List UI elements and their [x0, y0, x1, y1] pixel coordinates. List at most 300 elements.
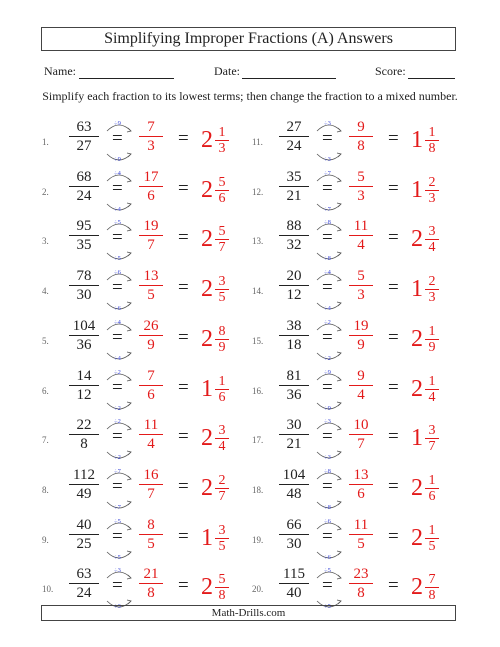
- whole-number: 1: [411, 176, 423, 203]
- divisor-top: ÷4: [114, 169, 121, 177]
- simplified-denominator: 3: [357, 187, 365, 204]
- denominator: 48: [286, 485, 302, 502]
- divisor-bottom: ÷6: [114, 305, 121, 313]
- equals-sign: =: [178, 177, 189, 199]
- mixed-numerator: 2: [428, 274, 436, 290]
- whole-number: 1: [411, 276, 423, 303]
- problem-14: [252, 267, 467, 317]
- problem-6: [42, 367, 257, 417]
- mixed-fraction: [425, 175, 439, 206]
- problem-number: 1.: [42, 137, 49, 147]
- simplified-fraction: [131, 118, 171, 155]
- numerator: 63: [76, 566, 92, 583]
- mixed-numerator: 3: [218, 423, 226, 439]
- divisor-top: ÷4: [324, 269, 331, 277]
- equals-sign: =: [322, 177, 333, 199]
- whole-number: 1: [201, 375, 213, 402]
- divisor-bottom: ÷3: [114, 603, 121, 611]
- whole-number: 2: [201, 226, 213, 253]
- simplified-numerator: 11: [353, 218, 369, 235]
- mixed-numerator: 1: [218, 373, 226, 389]
- problem-12: [252, 168, 467, 218]
- equals-sign: =: [322, 227, 333, 249]
- simplified-denominator: 3: [357, 287, 365, 304]
- denominator: 21: [286, 436, 302, 453]
- equals-sign: =: [112, 525, 123, 547]
- mixed-fraction: [425, 473, 439, 504]
- simplified-denominator: 8: [357, 138, 365, 154]
- divisor-top: ÷4: [114, 318, 121, 326]
- simplified-numerator: 23: [353, 566, 369, 583]
- divisor-bottom: ÷7: [324, 205, 331, 213]
- denominator: 35: [76, 237, 92, 254]
- problem-number: 17.: [252, 435, 264, 446]
- divisor-bottom: ÷9: [114, 156, 121, 163]
- mixed-fraction: [215, 423, 229, 454]
- simplified-numerator: 10: [353, 417, 369, 434]
- mixed-denominator: 9: [428, 339, 436, 355]
- mixed-denominator: 5: [428, 538, 436, 554]
- equals-sign: =: [112, 227, 123, 249]
- problem-number: 2.: [42, 186, 49, 197]
- simplified-denominator: 3: [147, 138, 155, 154]
- simplified-numerator: 26: [143, 317, 159, 334]
- divisor-top: ÷3: [324, 418, 331, 426]
- whole-number: 2: [411, 474, 423, 501]
- denominator: 24: [76, 585, 92, 602]
- simplified-fraction: [131, 466, 171, 503]
- mixed-denominator: 5: [218, 290, 226, 306]
- simplified-fraction: [131, 565, 171, 602]
- divisor-top: ÷7: [114, 467, 121, 475]
- simplified-denominator: 5: [147, 287, 155, 304]
- mixed-denominator: 6: [218, 190, 226, 206]
- mixed-denominator: 6: [218, 389, 226, 405]
- equals-sign: =: [178, 575, 189, 597]
- simplified-denominator: 6: [147, 386, 155, 403]
- simplified-fraction: [341, 168, 381, 205]
- equals-sign: =: [388, 277, 399, 299]
- simplified-numerator: 11: [353, 516, 369, 533]
- equals-sign: =: [112, 177, 123, 199]
- problem-1: [42, 118, 257, 168]
- equals-sign: =: [388, 227, 399, 249]
- mixed-fraction: [215, 175, 229, 206]
- student-info-row: [44, 64, 456, 82]
- mixed-fraction: [215, 523, 229, 554]
- mixed-denominator: 4: [428, 240, 436, 256]
- score-label: Score:: [375, 64, 406, 78]
- simplified-numerator: 13: [143, 268, 159, 285]
- equals-sign: =: [388, 177, 399, 199]
- footer: Math-Drills.com: [41, 605, 456, 621]
- whole-number: 2: [201, 325, 213, 352]
- divisor-top: ÷9: [324, 368, 331, 376]
- whole-number: 2: [201, 474, 213, 501]
- equals-sign: =: [322, 525, 333, 547]
- problem-number: 6.: [42, 385, 49, 396]
- divisor-top: ÷6: [324, 517, 331, 525]
- simplified-fraction: [131, 317, 171, 354]
- simplified-denominator: 4: [357, 386, 365, 403]
- simplified-numerator: 13: [353, 466, 369, 483]
- divisor-top: ÷5: [114, 517, 121, 525]
- problem-number: 7.: [42, 435, 49, 446]
- simplified-denominator: 9: [147, 336, 155, 353]
- divisor-top: ÷2: [324, 318, 331, 326]
- simplified-fraction: [341, 565, 381, 602]
- simplified-numerator: 11: [143, 417, 159, 434]
- mixed-fraction: [425, 224, 439, 255]
- whole-number: 2: [201, 176, 213, 203]
- mixed-fraction: [215, 224, 229, 255]
- divisor-top: ÷8: [324, 467, 331, 475]
- divisor-bottom: ÷8: [324, 255, 331, 263]
- problem-number: 14.: [252, 286, 264, 297]
- mixed-fraction: [425, 572, 439, 603]
- mixed-denominator: 7: [218, 240, 226, 256]
- problem-number: 18.: [252, 484, 264, 495]
- simplified-numerator: 5: [357, 268, 365, 285]
- problem-number: 11.: [252, 137, 263, 147]
- worksheet-title: Simplifying Improper Fractions (A) Answers: [41, 27, 456, 51]
- numerator: 112: [73, 466, 95, 483]
- simplified-numerator: 16: [143, 466, 159, 483]
- equals-sign: =: [388, 376, 399, 398]
- mixed-fraction: [425, 125, 439, 156]
- equals-sign: =: [178, 525, 189, 547]
- divisor-top: ÷2: [114, 368, 121, 376]
- simplified-fraction: [341, 367, 381, 404]
- numerator: 88: [286, 218, 302, 235]
- mixed-numerator: 3: [428, 224, 436, 240]
- simplified-fraction: [341, 118, 381, 155]
- problem-number: 4.: [42, 286, 49, 297]
- equals-sign: =: [178, 277, 189, 299]
- mixed-numerator: 3: [218, 274, 226, 290]
- equals-sign: =: [112, 426, 123, 448]
- equals-sign: =: [388, 128, 399, 149]
- denominator: 8: [80, 436, 88, 453]
- problem-number: 10.: [42, 584, 54, 595]
- equals-sign: =: [112, 326, 123, 348]
- mixed-fraction: [425, 374, 439, 405]
- problem-16: [252, 367, 467, 417]
- numerator: 95: [76, 218, 92, 235]
- simplified-denominator: 7: [147, 237, 155, 254]
- divisor-top: ÷7: [324, 169, 331, 177]
- problem-11: [252, 118, 467, 168]
- numerator: 30: [286, 417, 302, 434]
- denominator: 12: [76, 386, 92, 403]
- problem-number: 15.: [252, 335, 264, 346]
- denominator: 36: [286, 386, 302, 403]
- problem-number: 19.: [252, 534, 264, 545]
- problem-7: [42, 416, 257, 466]
- mixed-numerator: 7: [428, 572, 436, 588]
- simplified-fraction: [131, 367, 171, 404]
- simplified-numerator: 17: [143, 168, 159, 185]
- name-label: Name:: [44, 64, 76, 78]
- equals-sign: =: [178, 376, 189, 398]
- problem-2: [42, 168, 257, 218]
- mixed-denominator: 5: [218, 538, 226, 554]
- date-label: Date:: [214, 64, 240, 78]
- mixed-fraction: [425, 324, 439, 355]
- problem-8: [42, 466, 257, 516]
- divisor-bottom: ÷3: [324, 156, 331, 163]
- simplified-fraction: [131, 516, 171, 553]
- problem-number: 8.: [42, 484, 49, 495]
- equals-sign: =: [112, 376, 123, 398]
- simplified-fraction: [341, 516, 381, 553]
- simplified-denominator: 5: [357, 535, 365, 552]
- whole-number: 2: [411, 325, 423, 352]
- divisor-bottom: ÷4: [114, 205, 121, 213]
- simplified-fraction: [131, 416, 171, 453]
- denominator: 24: [76, 187, 92, 204]
- divisor-top: ÷3: [114, 567, 121, 575]
- mixed-fraction: [425, 523, 439, 554]
- mixed-numerator: 5: [218, 174, 226, 190]
- simplified-denominator: 7: [147, 485, 155, 502]
- mixed-denominator: 3: [218, 141, 226, 156]
- numerator: 81: [286, 367, 302, 384]
- equals-sign: =: [112, 575, 123, 597]
- whole-number: 1: [411, 127, 423, 153]
- denominator: 40: [286, 585, 302, 602]
- equals-sign: =: [322, 277, 333, 299]
- whole-number: 2: [201, 425, 213, 452]
- mixed-numerator: 2: [428, 174, 436, 190]
- name-line: [79, 78, 174, 79]
- problem-number: 12.: [252, 186, 264, 197]
- problem-number: 16.: [252, 385, 264, 396]
- denominator: 32: [286, 237, 302, 254]
- numerator: 66: [286, 516, 302, 533]
- whole-number: 1: [201, 524, 213, 551]
- whole-number: 2: [411, 375, 423, 402]
- divisor-bottom: ÷2: [114, 454, 121, 462]
- mixed-denominator: 7: [218, 488, 226, 504]
- mixed-fraction: [215, 374, 229, 405]
- simplified-denominator: 9: [357, 336, 365, 353]
- date-line: [242, 78, 336, 79]
- simplified-fraction: [341, 416, 381, 453]
- whole-number: 2: [201, 276, 213, 303]
- mixed-numerator: 1: [428, 323, 436, 339]
- simplified-denominator: 4: [147, 436, 155, 453]
- problem-15: [252, 317, 467, 367]
- equals-sign: =: [112, 475, 123, 497]
- simplified-fraction: [131, 267, 171, 304]
- simplified-denominator: 7: [357, 436, 365, 453]
- whole-number: 2: [201, 127, 213, 153]
- mixed-numerator: 5: [218, 572, 226, 588]
- divisor-bottom: ÷7: [114, 503, 121, 511]
- equals-sign: =: [322, 128, 333, 149]
- mixed-numerator: 1: [218, 125, 226, 140]
- equals-sign: =: [388, 475, 399, 497]
- simplified-numerator: 8: [147, 516, 155, 533]
- problem-number: 3.: [42, 236, 49, 247]
- divisor-bottom: ÷4: [324, 305, 331, 313]
- mixed-fraction: [215, 473, 229, 504]
- mixed-fraction: [215, 324, 229, 355]
- simplified-denominator: 6: [147, 187, 155, 204]
- divisor-bottom: ÷4: [114, 354, 121, 362]
- numerator: 115: [283, 566, 305, 583]
- equals-sign: =: [322, 575, 333, 597]
- problem-17: [252, 416, 467, 466]
- mixed-denominator: 3: [428, 190, 436, 206]
- divisor-top: ÷2: [114, 418, 121, 426]
- whole-number: 2: [411, 226, 423, 253]
- numerator: 78: [76, 268, 92, 285]
- denominator: 24: [286, 138, 302, 154]
- whole-number: 2: [411, 524, 423, 551]
- problem-number: 13.: [252, 236, 264, 247]
- divisor-bottom: ÷2: [114, 404, 121, 412]
- problem-13: [252, 217, 467, 267]
- mixed-denominator: 8: [218, 588, 226, 604]
- numerator: 14: [76, 367, 92, 384]
- mixed-denominator: 4: [218, 439, 226, 455]
- mixed-fraction: [215, 125, 229, 156]
- instructions: Simplify each fraction to its lowest terms; then change the fraction to a mixed number.: [42, 89, 458, 103]
- numerator: 38: [286, 317, 302, 334]
- simplified-denominator: 5: [147, 535, 155, 552]
- mixed-numerator: 1: [428, 522, 436, 538]
- numerator: 68: [76, 168, 92, 185]
- numerator: 104: [282, 466, 306, 483]
- equals-sign: =: [112, 277, 123, 299]
- equals-sign: =: [388, 525, 399, 547]
- problem-3: [42, 217, 257, 267]
- problem-number: 9.: [42, 534, 49, 545]
- divisor-bottom: ÷2: [324, 354, 331, 362]
- simplified-numerator: 5: [357, 168, 365, 185]
- mixed-fraction: [215, 274, 229, 305]
- divisor-bottom: ÷5: [114, 255, 121, 263]
- mixed-numerator: 1: [428, 373, 436, 389]
- equals-sign: =: [178, 475, 189, 497]
- mixed-fraction: [215, 572, 229, 603]
- divisor-top: ÷6: [114, 269, 121, 277]
- denominator: 49: [76, 485, 92, 502]
- numerator: 40: [76, 516, 92, 533]
- problem-5: [42, 317, 257, 367]
- equals-sign: =: [322, 475, 333, 497]
- mixed-numerator: 3: [218, 522, 226, 538]
- divisor-top: ÷9: [114, 120, 121, 127]
- divisor-bottom: ÷5: [324, 603, 331, 611]
- equals-sign: =: [322, 326, 333, 348]
- simplified-numerator: 7: [147, 367, 155, 384]
- simplified-fraction: [341, 267, 381, 304]
- divisor-top: ÷5: [114, 219, 121, 227]
- equals-sign: =: [388, 326, 399, 348]
- divisor-bottom: ÷9: [324, 404, 331, 412]
- divisor-bottom: ÷8: [324, 503, 331, 511]
- mixed-denominator: 4: [428, 389, 436, 405]
- numerator: 20: [286, 268, 302, 285]
- simplified-denominator: 6: [357, 485, 365, 502]
- mixed-denominator: 8: [428, 141, 436, 156]
- equals-sign: =: [178, 426, 189, 448]
- denominator: 30: [286, 535, 302, 552]
- equals-sign: =: [322, 376, 333, 398]
- whole-number: 2: [411, 574, 423, 601]
- numerator: 104: [72, 317, 96, 334]
- equals-sign: =: [388, 426, 399, 448]
- simplified-fraction: [341, 317, 381, 354]
- simplified-numerator: 9: [357, 119, 365, 135]
- mixed-fraction: [425, 423, 439, 454]
- simplified-fraction: [131, 168, 171, 205]
- mixed-denominator: 3: [428, 290, 436, 306]
- denominator: 36: [76, 336, 92, 353]
- mixed-numerator: 2: [218, 472, 226, 488]
- mixed-numerator: 5: [218, 224, 226, 240]
- problem-4: [42, 267, 257, 317]
- simplified-fraction: [341, 466, 381, 503]
- equals-sign: =: [178, 128, 189, 149]
- problem-18: [252, 466, 467, 516]
- simplified-numerator: 19: [143, 218, 159, 235]
- mixed-denominator: 7: [428, 439, 436, 455]
- mixed-fraction: [425, 274, 439, 305]
- mixed-denominator: 8: [428, 588, 436, 604]
- simplified-fraction: [341, 217, 381, 254]
- simplified-fraction: [131, 217, 171, 254]
- equals-sign: =: [322, 426, 333, 448]
- mixed-denominator: 6: [428, 488, 436, 504]
- whole-number: 2: [201, 574, 213, 601]
- simplified-numerator: 19: [353, 317, 369, 334]
- problem-number: 5.: [42, 335, 49, 346]
- numerator: 22: [76, 417, 92, 434]
- equals-sign: =: [112, 128, 123, 149]
- divisor-bottom: ÷5: [114, 553, 121, 561]
- problem-9: [42, 516, 257, 566]
- numerator: 63: [76, 119, 92, 135]
- mixed-numerator: 8: [218, 323, 226, 339]
- simplified-numerator: 21: [143, 566, 159, 583]
- denominator: 21: [286, 187, 302, 204]
- denominator: 30: [76, 287, 92, 304]
- denominator: 12: [286, 287, 302, 304]
- problem-number: 20.: [252, 584, 264, 595]
- divisor-top: ÷3: [324, 120, 331, 127]
- simplified-numerator: 7: [147, 119, 155, 135]
- numerator: 35: [286, 168, 302, 185]
- equals-sign: =: [178, 227, 189, 249]
- equals-sign: =: [388, 575, 399, 597]
- equals-sign: =: [178, 326, 189, 348]
- problem-19: [252, 516, 467, 566]
- numerator: 27: [286, 119, 302, 135]
- divisor-bottom: ÷6: [324, 553, 331, 561]
- denominator: 18: [286, 336, 302, 353]
- mixed-numerator: 3: [428, 423, 436, 439]
- mixed-numerator: 1: [428, 125, 436, 140]
- divisor-bottom: ÷3: [324, 454, 331, 462]
- divisor-top: ÷5: [324, 567, 331, 575]
- denominator: 27: [76, 138, 92, 154]
- mixed-denominator: 9: [218, 339, 226, 355]
- simplified-denominator: 8: [147, 585, 155, 602]
